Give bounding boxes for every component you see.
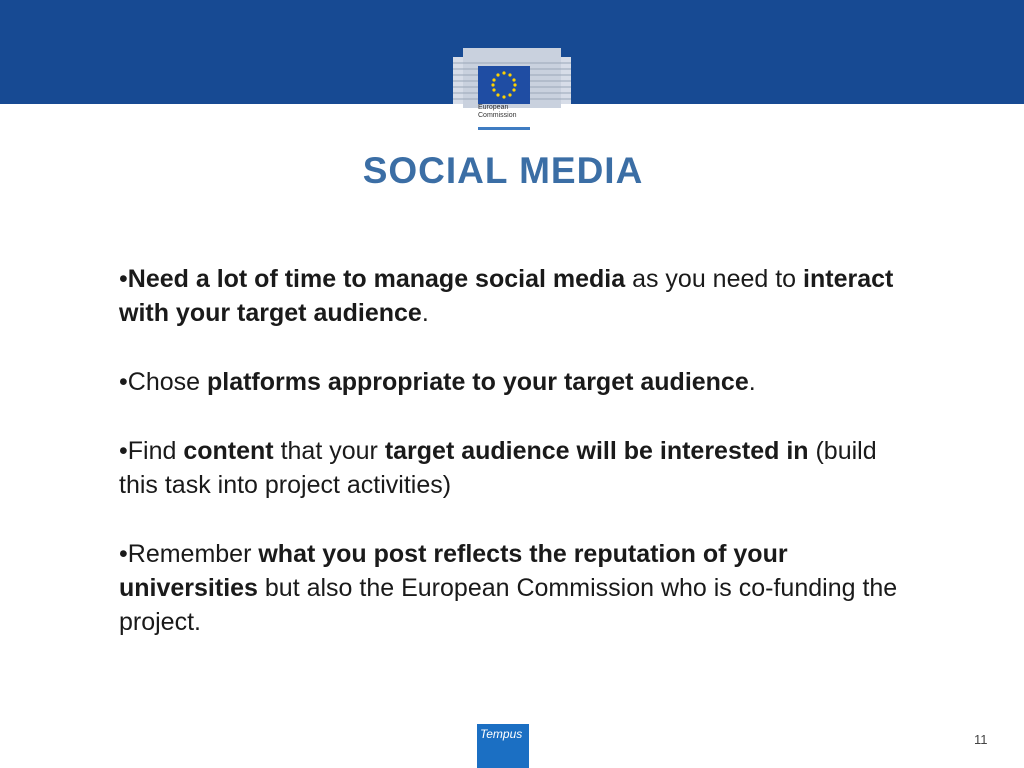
logo-rule bbox=[478, 127, 530, 130]
bullet-4: •Remember what you post reflects the reputation of your universities but also the European Commission who is co-funding the project. bbox=[119, 540, 898, 636]
bullet-1: •Need a lot of time to manage social media as you need to interact with your target audience. bbox=[119, 265, 894, 327]
bullet-3: •Find content that your target audience will be interested in (build this task into project activities) bbox=[119, 437, 877, 499]
page-number: 11 bbox=[974, 732, 988, 747]
bullet-list bbox=[119, 262, 919, 674]
logo-text: European Commission bbox=[478, 104, 517, 119]
tempus-logo: Tempus bbox=[477, 724, 529, 768]
bullet-2: •Chose platforms appropriate to your target audience. bbox=[119, 368, 756, 396]
slide-title: SOCIAL MEDIA bbox=[362, 150, 644, 191]
